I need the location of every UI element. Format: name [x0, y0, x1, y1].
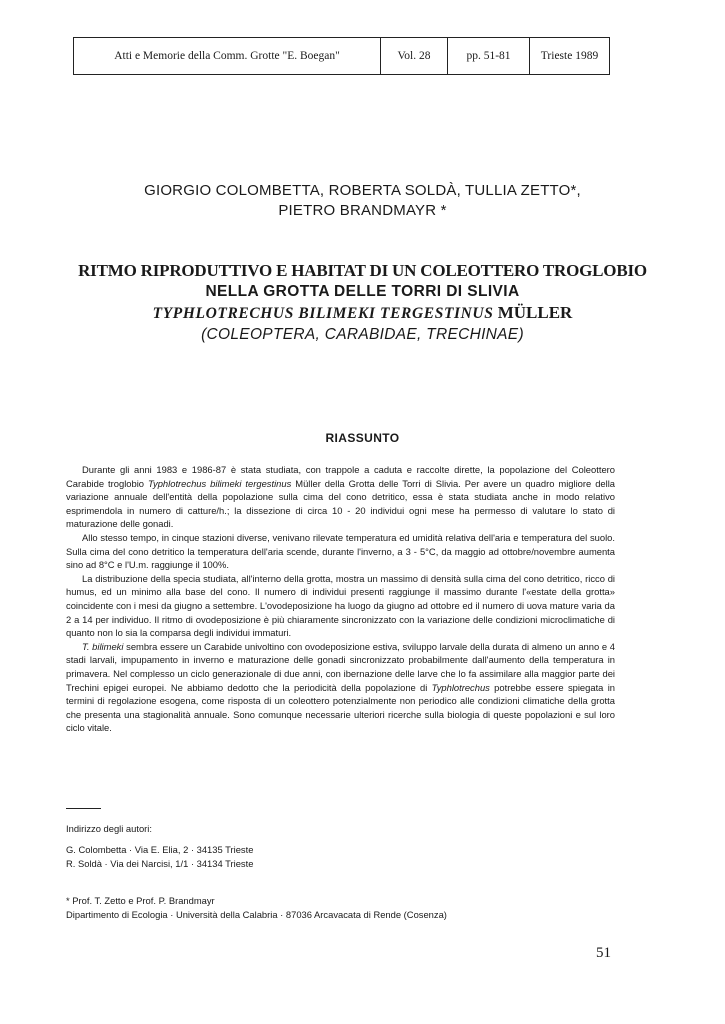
- species-italic: Typhlotrechus bilimeki tergestinus: [148, 477, 292, 489]
- paper-title: [50, 260, 675, 345]
- abstract-text: potrebbe essere spiegata in termini di regolazione esogena, come risposta di un coleottero potenzialmente non periodico alle condizioni climatiche della grotta che presenta una stagionalità annuale. Sono comunque necessarie ulteriori ricerche sulla biologia di queste popolazioni e sul loro ciclo vitale.: [66, 681, 615, 734]
- abstract-text: Durante gli anni 1983 e 1986-87 è stata studiata, con trappole a caduta e raccolte dirette, la popolazione del Coleottero Carabide troglobio: [66, 464, 615, 489]
- journal-header: [73, 37, 610, 75]
- title-line-4: (COLEOPTERA, CARABIDAE, TRECHINAE): [201, 326, 524, 343]
- abstract-body: [66, 463, 615, 735]
- abstract-heading: RIASSUNTO: [325, 431, 400, 445]
- address-line-2: R. Soldà · Via dei Narcisi, 1/1 · 34134 Trieste: [66, 858, 254, 869]
- footnote-rule: [66, 808, 101, 809]
- abstract-text: Müller della Grotta delle Torri di Slivia. Per avere un quadro migliore della variazione annuale dell'entità della popolazione sulla cima del cono detritico, essa è stata studiata anche in modo relativo esprimendola in numero di catture/h.; la dissezione di circa 10 - 20 individui ogni mese ha permesso di valutare lo stato di maturazione delle gonadi.: [66, 477, 616, 530]
- footnote-line-1: * Prof. T. Zetto e Prof. P. Brandmayr: [66, 895, 215, 906]
- abstract-paragraph-3: La distribuzione della specia studiata, all'interno della grotta, mostra un massimo di densità sulla cima del cono detritico, ricco di humus, ed un minimo alla base del cono. Il numero di individui presenti raggiunge il massimo durante l'«estate della grotta» coincidente con i mesi da giugno a settembre. L'ovodeposizione ha luogo da giugno ad ottobre ed il numero di uova mature varia da 2 a 14 per individuo. Il ritmo di ovodeposizione è più chiaramente sincronizzato con la variazione delle condizioni microclimatiche di quanto non lo sia la comparsa degli individui immaturi.: [66, 572, 615, 639]
- authors-line-2: PIETRO BRANDMAYR *: [278, 202, 447, 219]
- journal-name: Atti e Memorie della Comm. Grotte "E. Boegan": [74, 38, 381, 74]
- genus-italic: Typhlotrechus: [431, 681, 490, 693]
- abstract-paragraph-2: Allo stesso tempo, in cinque stazioni diverse, venivano rilevate temperatura ed umidità relativa dell'aria e temperatura del suolo. Sulla cima del cono detritico la temperatura dell'aria scende, durante l'inverno, a 3 - 5°C, da maggio ad ottobre/novembre aumenta sino ad 8°C e l'U.m. raggiunge il 100%.: [66, 531, 615, 571]
- title-line-2: NELLA GROTTA DELLE TORRI DI SLIVIA: [205, 283, 520, 300]
- authors-line-1: GIORGIO COLOMBETTA, ROBERTA SOLDÀ, TULLIA ZETTO*,: [144, 182, 581, 199]
- species-author: MÜLLER: [497, 303, 573, 322]
- abstract-paragraph-1: [66, 463, 615, 531]
- pages: pp. 51-81: [448, 38, 530, 74]
- volume: Vol. 28: [381, 38, 448, 74]
- address-heading: Indirizzo degli autori:: [66, 823, 152, 834]
- footnote-line-2: Dipartimento di Ecologia · Università della Calabria · 87036 Arcavacata di Rende (Cosenza): [66, 909, 447, 920]
- page-number: 51: [596, 945, 611, 961]
- author-list: [60, 181, 665, 221]
- title-line-3: [50, 302, 675, 324]
- abstract-text: sembra essere un Carabide univoltino con ovodeposizione estiva, sviluppo larvale della durata di almeno un anno e 4 stadi larvali, impupamento in inverno e maturazione delle gonadi sincronizzato probabilmente dall'aumento della temperatura in primavera. Nel complesso un ciclo generazionale di due anni, con ibernazione delle larve che lo fa assimilare alla maggior parte dei Trechini epigei europei. Ne abbiamo dedotto che la periodicità della popolazione di: [66, 640, 615, 693]
- title-line-1: RITMO RIPRODUTTIVO E HABITAT DI UN COLEOTTERO TROGLOBIO: [78, 261, 647, 280]
- address-line-1: G. Colombetta · Via E. Elia, 2 · 34135 Trieste: [66, 844, 254, 855]
- species-name: TYPHLOTRECHUS BILIMEKI TERGESTINUS: [152, 305, 494, 322]
- abstract-paragraph-4: [66, 640, 615, 735]
- species-italic: T. bilimeki: [82, 640, 124, 652]
- place-year: Trieste 1989: [540, 50, 599, 62]
